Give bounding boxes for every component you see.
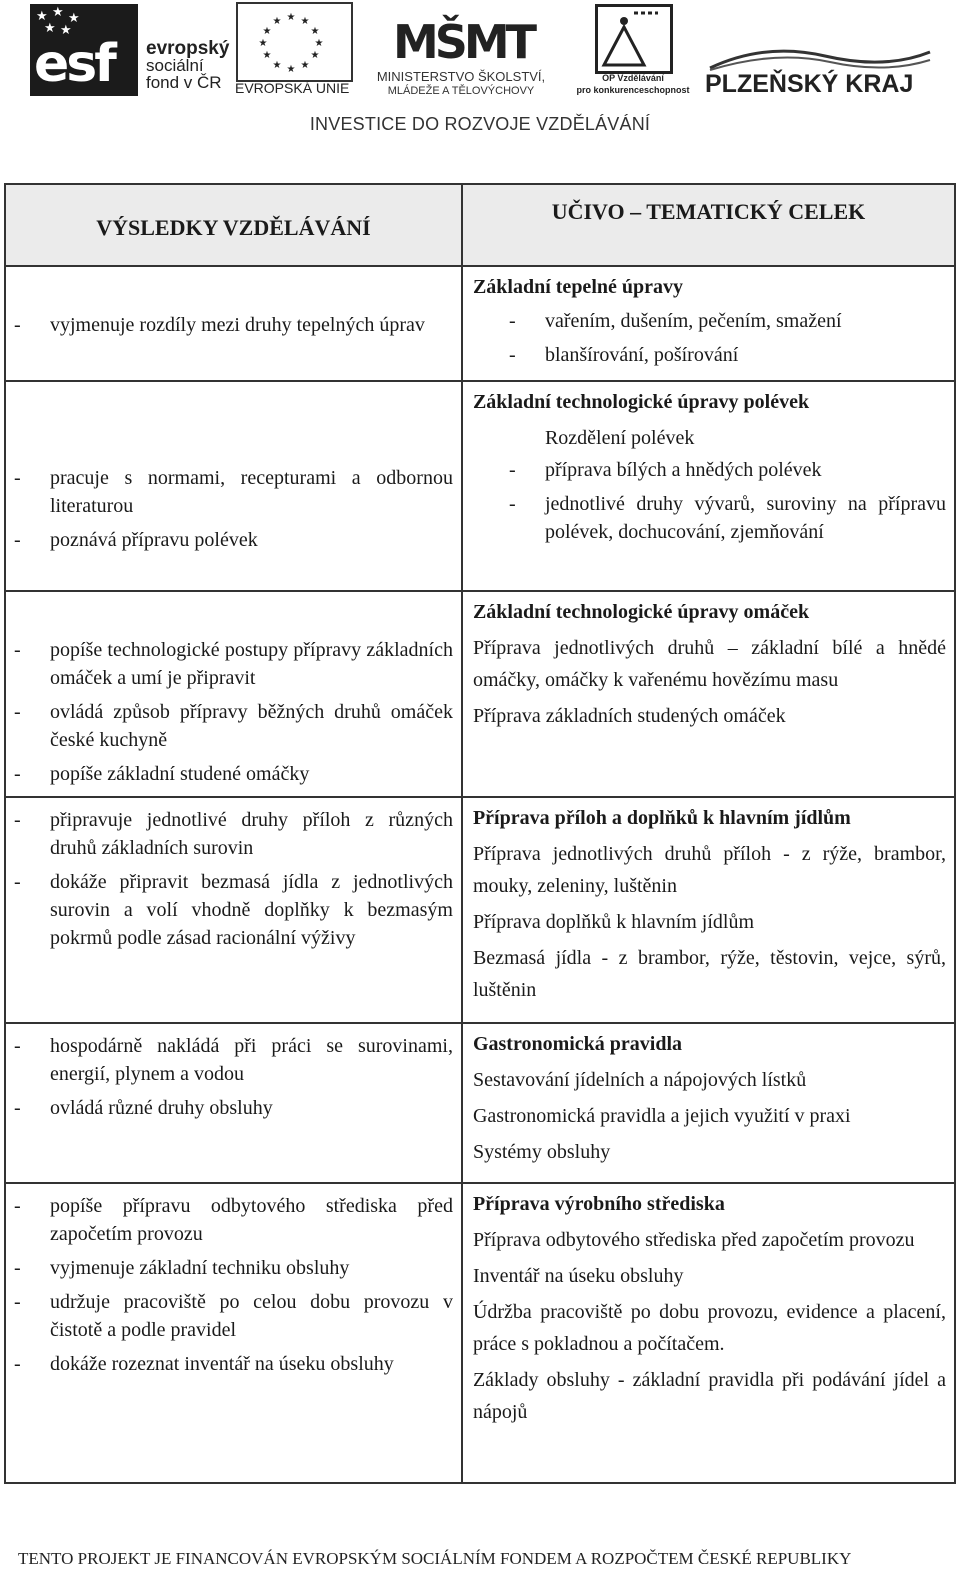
table-row xyxy=(5,266,955,381)
topic-title: Příprava příloh a doplňků k hlavním jídlům xyxy=(472,807,851,829)
topic-paragraph: Základy obsluhy - základní pravidla při podávání jídel a nápojů xyxy=(472,1369,946,1423)
svg-text:★: ★ xyxy=(258,38,268,49)
msmt-line1: MINISTERSTVO ŠKOLSTVÍ, xyxy=(376,69,546,84)
list-item: - popíše přípravu odbytového střediska před započetím provozu xyxy=(14,1195,453,1245)
svg-text:★: ★ xyxy=(262,26,272,37)
topics-cell xyxy=(462,1183,955,1483)
topic-paragraph: Inventář na úseku obsluhy xyxy=(472,1265,684,1287)
results-cell xyxy=(5,1183,462,1483)
topics-cell xyxy=(462,381,955,591)
topic-paragraph: Příprava jednotlivých druhů příloh - z rýže, brambor, mouky, zeleniny, luštěnin xyxy=(472,843,946,897)
table-row xyxy=(5,1023,955,1183)
region-wave-icon xyxy=(705,40,935,72)
region-logo-text: PLZEŇSKÝ KRAJ xyxy=(705,70,914,98)
esf-line2: sociální xyxy=(146,56,204,75)
topic-title: Gastronomická pravidla xyxy=(472,1033,683,1055)
op-line1: OP Vzdělávání xyxy=(602,73,664,83)
esf-caption xyxy=(146,40,229,91)
topics-cell xyxy=(462,1023,955,1183)
svg-text:★: ★ xyxy=(300,60,310,71)
svg-text:★: ★ xyxy=(272,16,282,27)
list-item: - popíše základní studené omáčky xyxy=(14,763,310,785)
svg-text:★: ★ xyxy=(300,16,310,27)
results-cell xyxy=(5,797,462,1023)
esf-logo: ★ ★ ★ ★ ★ esf xyxy=(30,4,138,96)
topic-title: Základní tepelné úpravy xyxy=(472,276,683,298)
eu-caption: EVROPSKÁ UNIE xyxy=(235,80,350,96)
table-row xyxy=(5,591,955,797)
svg-text:★: ★ xyxy=(310,50,320,61)
list-item: - hospodárně nakládá při práci se surovinami, energií, plynem a vodou xyxy=(14,1035,453,1085)
topic-paragraph: Systémy obsluhy xyxy=(472,1141,611,1163)
list-item: - dokáže rozeznat inventář na úseku obsluhy xyxy=(14,1353,394,1375)
topic-paragraph: Sestavování jídelních a nápojových lístků xyxy=(472,1069,807,1091)
list-item: - dokáže připravit bezmasá jídla z jednotlivých surovin a volí vhodně doplňky k bezmasým pokrmů podle zásad racionální výživy xyxy=(14,871,453,949)
list-item: - příprava bílých a hnědých polévek xyxy=(508,459,822,481)
list-item: - pracuje s normami, recepturami a odbornou literaturou xyxy=(14,467,453,517)
column-header-results: VÝSLEDKY VZDĚLÁVÁNÍ xyxy=(5,184,462,266)
list-item: - poznává přípravu polévek xyxy=(14,529,258,551)
msmt-caption xyxy=(362,70,560,98)
topic-title: Základní technologické úpravy polévek xyxy=(472,391,810,413)
msmt-line2: MLÁDEŽE A TĚLOVÝCHOVY xyxy=(387,85,535,97)
results-cell xyxy=(5,1023,462,1183)
topic-paragraph: Příprava jednotlivých druhů – základní bílé a hnědé omáčky, omáčky k vařenému hovězímu masu xyxy=(472,637,946,691)
table-row xyxy=(5,1183,955,1483)
list-item: - jednotlivé druhy vývarů, suroviny na přípravu polévek, dochucování, zjemňování xyxy=(508,493,946,543)
list-item: - připravuje jednotlivé druhy příloh z různých druhů základních surovin xyxy=(14,809,453,859)
footer-note: TENTO PROJEKT JE FINANCOVÁN EVROPSKÝM SOCIÁLNÍM FONDEM A ROZPOČTEM ČESKÉ REPUBLIKY xyxy=(18,1549,852,1568)
column-header-topics: UČIVO – TEMATICKÝ CELEK xyxy=(462,184,955,266)
topic-subtitle: Rozdělení polévek xyxy=(544,427,695,449)
esf-line1: evropský xyxy=(146,38,230,59)
topic-paragraph: Příprava základních studených omáček xyxy=(472,705,786,727)
svg-text:★: ★ xyxy=(286,64,296,75)
list-item: - udržuje pracoviště po celou dobu provozu v čistotě a podle pravidel xyxy=(14,1291,453,1341)
tagline: INVESTICE DO ROZVOJE VZDĚLÁVÁNÍ xyxy=(309,114,651,134)
logo-bar xyxy=(0,0,960,140)
list-item: - ovládá způsob přípravy běžných druhů omáček české kuchyně xyxy=(14,701,453,751)
curriculum-table-wrapper xyxy=(4,183,956,1484)
curriculum-table xyxy=(4,183,956,1484)
eu-stars-icon xyxy=(259,10,323,74)
table-row xyxy=(5,381,955,591)
topic-title: Základní technologické úpravy omáček xyxy=(472,601,810,623)
list-item: - popíše technologické postupy přípravy základních omáček a umí je připravit xyxy=(14,639,453,689)
list-item: - blanšírování, pošírování xyxy=(508,344,739,366)
op-triangle-icon xyxy=(598,7,670,71)
esf-letters: esf xyxy=(34,34,114,94)
table-header-row xyxy=(5,184,955,266)
svg-text:★: ★ xyxy=(272,60,282,71)
op-caption xyxy=(567,72,699,96)
topic-paragraph: Gastronomická pravidla a jejich využití v praxi xyxy=(472,1105,851,1127)
topic-paragraph: Příprava doplňků k hlavním jídlům xyxy=(472,911,755,933)
list-item: - ovládá různé druhy obsluhy xyxy=(14,1097,273,1119)
results-cell xyxy=(5,381,462,591)
svg-text:★: ★ xyxy=(314,38,324,49)
svg-text:★: ★ xyxy=(310,26,320,37)
topics-cell xyxy=(462,266,955,381)
list-item: - vyjmenuje základní techniku obsluhy xyxy=(14,1257,350,1279)
topics-cell xyxy=(462,591,955,797)
msmt-logo xyxy=(392,0,534,72)
topics-cell xyxy=(462,797,955,1023)
op-line2: pro konkurenceschopnost xyxy=(576,85,690,95)
svg-text:★: ★ xyxy=(286,12,296,23)
esf-line3: fond v ČR xyxy=(146,73,222,92)
eu-flag-logo xyxy=(236,2,353,82)
msmt-mark: MŠMT xyxy=(392,15,534,69)
results-cell xyxy=(5,591,462,797)
op-logo xyxy=(595,4,673,74)
topic-paragraph: Bezmasá jídla - z brambor, rýže, těstovin, vejce, sýrů, luštěnin xyxy=(472,947,946,1001)
list-item: - vyjmenuje rozdíly mezi druhy tepelných úprav xyxy=(14,314,425,336)
svg-text:★: ★ xyxy=(262,50,272,61)
results-cell xyxy=(5,266,462,381)
topic-title: Příprava výrobního střediska xyxy=(472,1193,725,1215)
topic-paragraph: Údržba pracoviště po dobu provozu, evidence a placení, práce s pokladnou a počítačem. xyxy=(472,1301,946,1355)
list-item: - vařením, dušením, pečením, smažení xyxy=(508,310,842,332)
topic-paragraph: Příprava odbytového střediska před započetím provozu xyxy=(472,1229,915,1251)
table-row xyxy=(5,797,955,1023)
